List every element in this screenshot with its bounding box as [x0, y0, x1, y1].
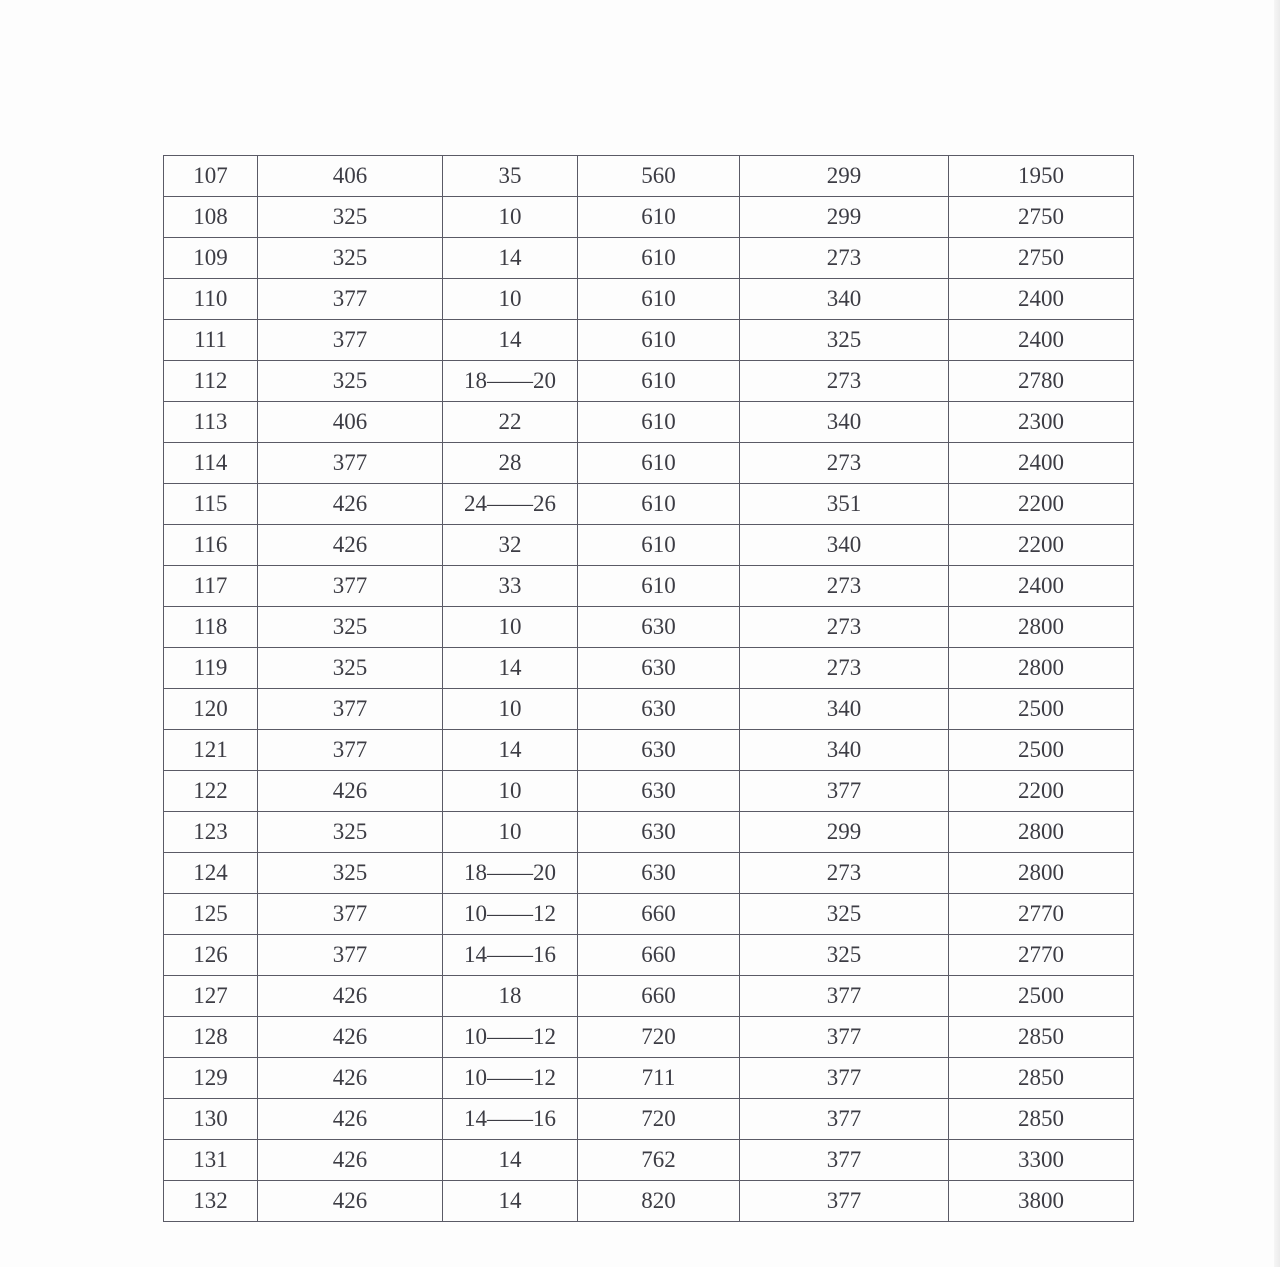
table-cell: 10 [443, 771, 578, 812]
table-cell: 2800 [949, 853, 1134, 894]
table-cell: 3300 [949, 1140, 1134, 1181]
table-cell: 660 [578, 935, 740, 976]
table-cell: 2400 [949, 320, 1134, 361]
table-cell: 2400 [949, 566, 1134, 607]
table-cell: 116 [164, 525, 258, 566]
table-cell: 18 [443, 976, 578, 1017]
table-cell: 1950 [949, 156, 1134, 197]
table-cell: 113 [164, 402, 258, 443]
table-cell: 35 [443, 156, 578, 197]
table-cell: 273 [740, 566, 949, 607]
table-row [164, 279, 1134, 320]
table-cell: 377 [258, 935, 443, 976]
table-row [164, 1058, 1134, 1099]
table-row [164, 771, 1134, 812]
table-cell: 340 [740, 730, 949, 771]
table-cell: 112 [164, 361, 258, 402]
table-cell: 119 [164, 648, 258, 689]
table-cell: 762 [578, 1140, 740, 1181]
table-cell: 377 [258, 730, 443, 771]
table-cell: 2500 [949, 689, 1134, 730]
table-cell: 426 [258, 976, 443, 1017]
table-cell: 610 [578, 361, 740, 402]
table-cell: 2300 [949, 402, 1134, 443]
table-cell: 129 [164, 1058, 258, 1099]
table-cell: 32 [443, 525, 578, 566]
table-cell: 377 [740, 771, 949, 812]
table-cell: 18——20 [443, 361, 578, 402]
table-cell: 377 [258, 320, 443, 361]
table-cell: 377 [258, 566, 443, 607]
table-row [164, 361, 1134, 402]
table-cell: 128 [164, 1017, 258, 1058]
table-cell: 325 [740, 935, 949, 976]
table-cell: 2850 [949, 1017, 1134, 1058]
table-row [164, 730, 1134, 771]
table-cell: 325 [258, 197, 443, 238]
table-cell: 325 [740, 320, 949, 361]
table-cell: 610 [578, 197, 740, 238]
table-cell: 273 [740, 607, 949, 648]
table-cell: 273 [740, 238, 949, 279]
table-cell: 377 [740, 976, 949, 1017]
table-row [164, 566, 1134, 607]
table-cell: 107 [164, 156, 258, 197]
table-cell: 109 [164, 238, 258, 279]
table-cell: 630 [578, 853, 740, 894]
table-cell: 426 [258, 1140, 443, 1181]
table-row [164, 525, 1134, 566]
table-cell: 10 [443, 607, 578, 648]
table-cell: 630 [578, 689, 740, 730]
table-cell: 325 [258, 853, 443, 894]
table-cell: 273 [740, 853, 949, 894]
table-row [164, 1181, 1134, 1222]
table-cell: 126 [164, 935, 258, 976]
table-cell: 426 [258, 1058, 443, 1099]
table-cell: 426 [258, 1099, 443, 1140]
table-cell: 711 [578, 1058, 740, 1099]
table-cell: 10 [443, 197, 578, 238]
table-cell: 2200 [949, 484, 1134, 525]
table-cell: 273 [740, 361, 949, 402]
table-cell: 108 [164, 197, 258, 238]
table-cell: 2500 [949, 976, 1134, 1017]
table-cell: 110 [164, 279, 258, 320]
table-cell: 118 [164, 607, 258, 648]
table-cell: 14——16 [443, 935, 578, 976]
table-cell: 720 [578, 1017, 740, 1058]
table-cell: 2800 [949, 648, 1134, 689]
table-cell: 820 [578, 1181, 740, 1222]
table-cell: 24——26 [443, 484, 578, 525]
table-cell: 299 [740, 812, 949, 853]
table-cell: 2800 [949, 607, 1134, 648]
table-cell: 130 [164, 1099, 258, 1140]
table-row [164, 238, 1134, 279]
table-row [164, 320, 1134, 361]
table-row [164, 1099, 1134, 1140]
table-row [164, 156, 1134, 197]
table-cell: 325 [258, 812, 443, 853]
table-cell: 630 [578, 730, 740, 771]
table-cell: 2400 [949, 443, 1134, 484]
table-row [164, 894, 1134, 935]
table-cell: 610 [578, 484, 740, 525]
table-cell: 377 [258, 443, 443, 484]
table-cell: 115 [164, 484, 258, 525]
table-cell: 299 [740, 156, 949, 197]
table-cell: 14 [443, 730, 578, 771]
table-cell: 426 [258, 484, 443, 525]
table-cell: 123 [164, 812, 258, 853]
table-cell: 560 [578, 156, 740, 197]
table-cell: 10——12 [443, 1017, 578, 1058]
table-cell: 2770 [949, 894, 1134, 935]
table-cell: 132 [164, 1181, 258, 1222]
table-cell: 299 [740, 197, 949, 238]
table-cell: 111 [164, 320, 258, 361]
page-edge-shadow [1274, 0, 1280, 1267]
table-row [164, 402, 1134, 443]
table-cell: 2850 [949, 1058, 1134, 1099]
table-row [164, 812, 1134, 853]
table-cell: 10 [443, 689, 578, 730]
table-cell: 122 [164, 771, 258, 812]
table-cell: 124 [164, 853, 258, 894]
table-cell: 10 [443, 812, 578, 853]
data-table [163, 155, 1134, 1222]
table-cell: 610 [578, 279, 740, 320]
table-cell: 377 [258, 689, 443, 730]
table-cell: 273 [740, 648, 949, 689]
table-cell: 377 [740, 1140, 949, 1181]
table-cell: 610 [578, 238, 740, 279]
table-cell: 3800 [949, 1181, 1134, 1222]
table-cell: 131 [164, 1140, 258, 1181]
table-cell: 351 [740, 484, 949, 525]
table-cell: 273 [740, 443, 949, 484]
table-cell: 2780 [949, 361, 1134, 402]
table-cell: 340 [740, 279, 949, 320]
table-cell: 14 [443, 1181, 578, 1222]
table-cell: 406 [258, 402, 443, 443]
table-cell: 325 [258, 648, 443, 689]
table-cell: 117 [164, 566, 258, 607]
table-cell: 426 [258, 1181, 443, 1222]
table-cell: 610 [578, 566, 740, 607]
table-cell: 125 [164, 894, 258, 935]
table-row [164, 976, 1134, 1017]
table-cell: 406 [258, 156, 443, 197]
table-cell: 127 [164, 976, 258, 1017]
table-cell: 325 [740, 894, 949, 935]
table-row [164, 607, 1134, 648]
table-cell: 14 [443, 1140, 578, 1181]
table-cell: 114 [164, 443, 258, 484]
table-cell: 630 [578, 648, 740, 689]
table-cell: 630 [578, 812, 740, 853]
table-cell: 377 [740, 1181, 949, 1222]
table-cell: 630 [578, 607, 740, 648]
table-cell: 340 [740, 402, 949, 443]
table-cell: 14 [443, 238, 578, 279]
table-cell: 10——12 [443, 1058, 578, 1099]
table-cell: 121 [164, 730, 258, 771]
table-body [164, 156, 1134, 1222]
table-cell: 2400 [949, 279, 1134, 320]
table-row [164, 484, 1134, 525]
table-cell: 2750 [949, 197, 1134, 238]
table-cell: 720 [578, 1099, 740, 1140]
table-cell: 660 [578, 894, 740, 935]
table-cell: 33 [443, 566, 578, 607]
table-cell: 610 [578, 402, 740, 443]
table-row [164, 689, 1134, 730]
table-cell: 2500 [949, 730, 1134, 771]
table-cell: 426 [258, 771, 443, 812]
table-cell: 10 [443, 279, 578, 320]
table-cell: 14 [443, 320, 578, 361]
table-row [164, 935, 1134, 976]
table-cell: 2770 [949, 935, 1134, 976]
table-cell: 377 [258, 279, 443, 320]
table-cell: 325 [258, 607, 443, 648]
table-cell: 426 [258, 525, 443, 566]
table-cell: 426 [258, 1017, 443, 1058]
table-cell: 10——12 [443, 894, 578, 935]
table-row [164, 443, 1134, 484]
table-cell: 325 [258, 238, 443, 279]
table-cell: 2200 [949, 525, 1134, 566]
table-cell: 120 [164, 689, 258, 730]
table-cell: 340 [740, 525, 949, 566]
table-cell: 28 [443, 443, 578, 484]
table-cell: 325 [258, 361, 443, 402]
table-cell: 18——20 [443, 853, 578, 894]
table-cell: 610 [578, 320, 740, 361]
table-cell: 340 [740, 689, 949, 730]
table-cell: 377 [740, 1099, 949, 1140]
table-cell: 2200 [949, 771, 1134, 812]
table-cell: 610 [578, 525, 740, 566]
table-cell: 22 [443, 402, 578, 443]
table-row [164, 1140, 1134, 1181]
table-row [164, 648, 1134, 689]
table-cell: 660 [578, 976, 740, 1017]
table-cell: 630 [578, 771, 740, 812]
table-row [164, 197, 1134, 238]
table-row [164, 853, 1134, 894]
table-cell: 377 [740, 1058, 949, 1099]
table-row [164, 1017, 1134, 1058]
table-cell: 610 [578, 443, 740, 484]
table-cell: 14 [443, 648, 578, 689]
table-cell: 2850 [949, 1099, 1134, 1140]
table-cell: 377 [258, 894, 443, 935]
table-cell: 14——16 [443, 1099, 578, 1140]
table-cell: 2750 [949, 238, 1134, 279]
table-cell: 2800 [949, 812, 1134, 853]
table-cell: 377 [740, 1017, 949, 1058]
